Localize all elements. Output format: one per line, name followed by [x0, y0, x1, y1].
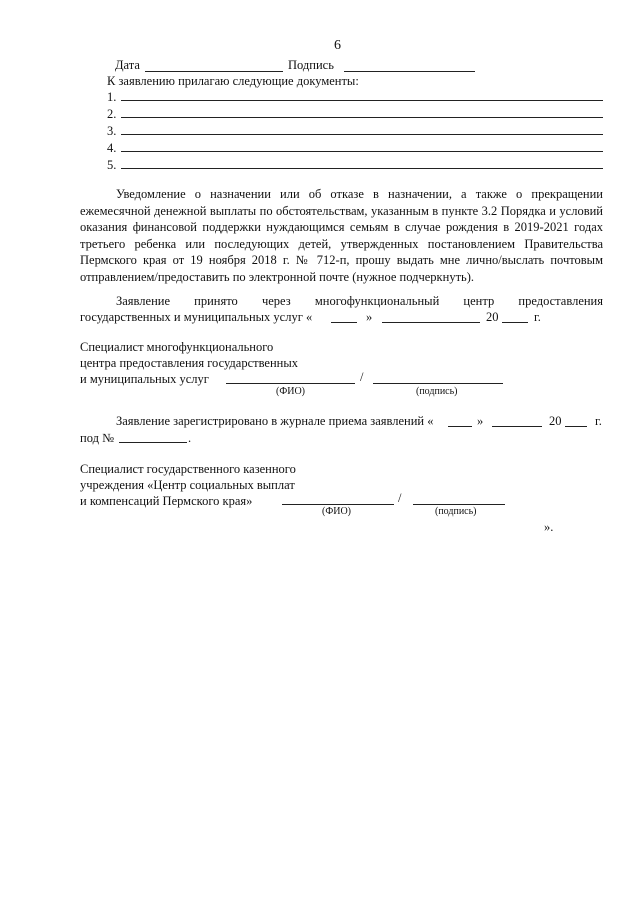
date-field[interactable] [145, 71, 283, 72]
registered-line-1: Заявление зарегистрировано в журнале приема заявлений « [116, 414, 434, 428]
registered-year-suffix: г. [595, 414, 602, 428]
mfc-specialist-line-2: центра предоставления государственных [80, 356, 298, 370]
signature-label: Подпись [288, 58, 334, 72]
accepted-year-prefix: 20 [486, 310, 499, 324]
center-specialist-line-2: учреждения «Центр социальных выплат [80, 478, 295, 492]
attachment-line-5[interactable] [121, 168, 603, 169]
attachments-intro: К заявлению прилагаю следующие документы: [107, 74, 359, 88]
signature-field[interactable] [344, 71, 475, 72]
mfc-specialist-line-1: Специалист многофункционального [80, 340, 274, 354]
attachment-line-1[interactable] [121, 100, 603, 101]
registered-year-field[interactable] [565, 426, 587, 427]
registered-number-field[interactable] [119, 442, 187, 443]
registered-year-prefix: 20 [549, 414, 562, 428]
accepted-year-suffix: г. [534, 310, 541, 324]
accepted-quote-close: » [366, 310, 373, 324]
notification-paragraph: Уведомление о назначении или об отказе в назначении, а также о прекращении ежемесячной денежной выплаты по обстоятельствам, указанным в пункте 3.2 Порядка и условий оказания финансовой поддержки нуждающимся семьям в случае рождения в 2019-2021 годах третьего ребенка или последующих детей, утвержденных постановлением Правительства Пермского края от 19 ноября 2018 г. № 712-п, прошу выдать мне лично/выслать почтовым отправлением/предоставить по электронной почте (нужное подчеркнуть). [80, 187, 603, 284]
attachment-line-4[interactable] [121, 151, 603, 152]
attachment-number: 2. [107, 107, 117, 121]
accepted-line-2: государственных и муниципальных услуг « [80, 310, 313, 324]
page-number: 6 [334, 38, 341, 53]
registered-month-field[interactable] [492, 426, 542, 427]
center-slash: / [398, 491, 402, 505]
center-fio-field[interactable] [282, 504, 394, 505]
attachment-line-2[interactable] [121, 117, 603, 118]
accepted-month-field[interactable] [382, 322, 480, 323]
attachment-number: 1. [107, 90, 117, 104]
date-label: Дата [115, 58, 140, 72]
attachment-number: 5. [107, 158, 117, 172]
center-fio-caption: (ФИО) [322, 506, 352, 517]
accepted-day-field[interactable] [331, 322, 357, 323]
mfc-signature-caption: (подпись) [416, 386, 458, 397]
registered-number-label: под № [80, 431, 114, 445]
attachment-number: 4. [107, 141, 117, 155]
attachment-number: 3. [107, 124, 117, 138]
mfc-fio-caption: (ФИО) [276, 386, 306, 397]
mfc-fio-field[interactable] [226, 383, 355, 384]
accepted-line-1: Заявление принято через многофункциональный центр предоставления [116, 294, 603, 308]
center-specialist-line-3: и компенсаций Пермского края» [80, 494, 253, 508]
attachment-line-3[interactable] [121, 134, 603, 135]
closing-quote: ». [544, 520, 554, 534]
registered-day-field[interactable] [448, 426, 472, 427]
registered-quote-close: » [477, 414, 484, 428]
accepted-year-field[interactable] [502, 322, 528, 323]
center-signature-field[interactable] [413, 504, 505, 505]
registered-number-end: . [188, 431, 192, 445]
mfc-signature-field[interactable] [373, 383, 503, 384]
mfc-specialist-line-3: и муниципальных услуг [80, 372, 209, 386]
mfc-slash: / [360, 370, 364, 384]
center-signature-caption: (подпись) [435, 506, 477, 517]
center-specialist-line-1: Специалист государственного казенного [80, 462, 296, 476]
